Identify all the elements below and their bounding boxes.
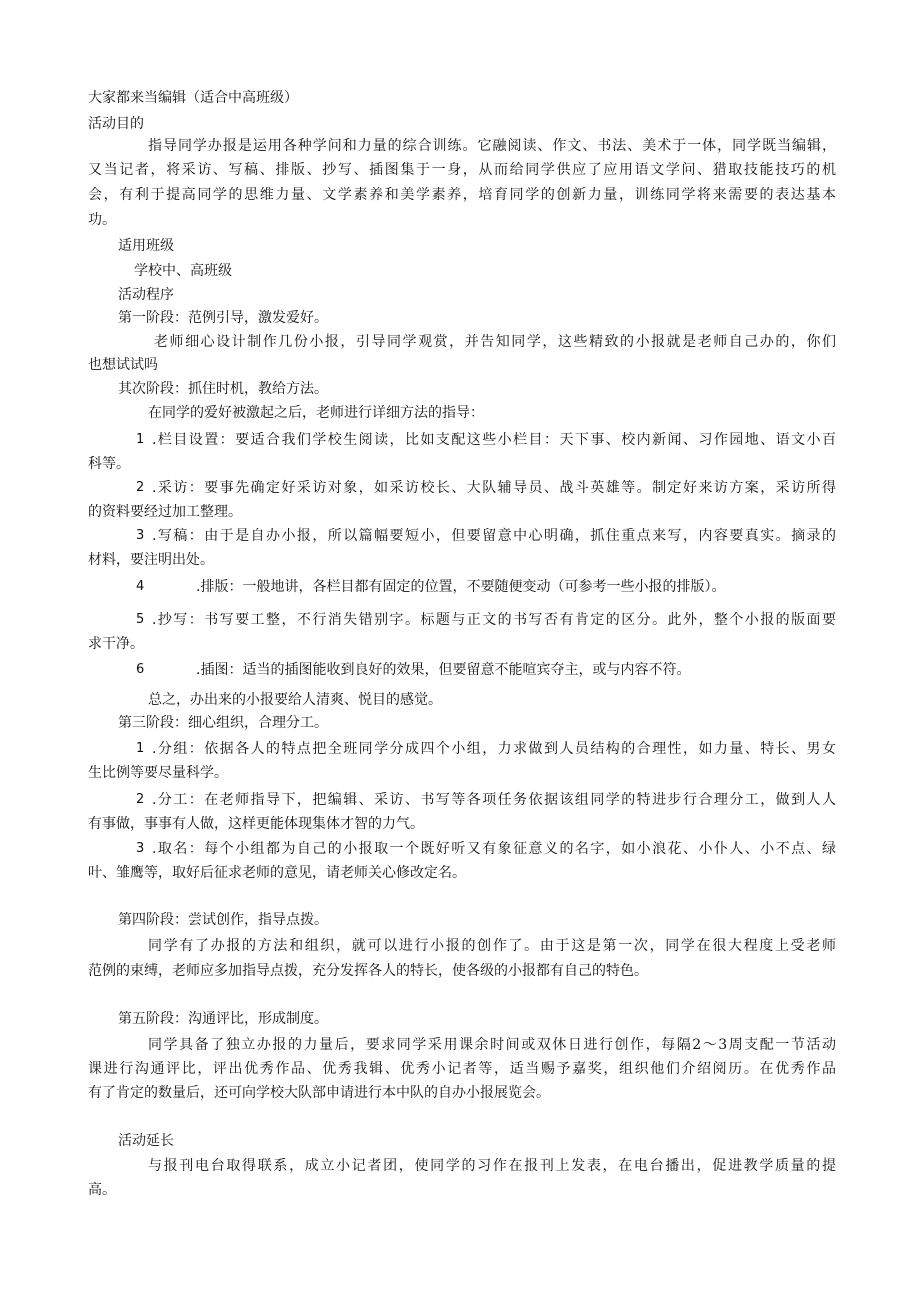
stage1-paragraph-line: 也想试试吗 xyxy=(88,357,158,373)
list-item-number: 1 xyxy=(136,741,145,756)
extension-paragraph-line: 与报刊电台取得联系，成立小记者团，使同学的习作在报刊上发表，在电台播出，促进教学质量的提 xyxy=(148,1158,836,1174)
list-item-number: 2 xyxy=(136,480,145,495)
purpose-paragraph-line: 会，有利于提高同学的思维力量、文学素养和美学素养，培育同学的创新力量，训练同学将来需要的表达基本 xyxy=(88,187,836,203)
list-item-text: 生比例等要尽量科学。 xyxy=(88,765,228,781)
list-item-number: 2 xyxy=(136,792,145,807)
grade-heading: 适用班级 xyxy=(118,238,174,254)
stage4-title: 第四阶段：尝试创作，指导点拨。 xyxy=(118,912,328,928)
list-item-number: 5 xyxy=(136,612,145,627)
stage4-paragraph-line: 同学有了办报的方法和组织，就可以进行小报的创作了。由于这是第一次，同学在很大程度上受老师 xyxy=(148,938,836,954)
list-item-text: .栏目设置：要适合我们学校生阅读，比如支配这些小栏目：天下事、校内新闻、习作园地、语文小百 xyxy=(152,432,836,448)
stage5-paragraph-line: 同学具备了独立办报的力量后，要求同学采用课余时间或双休日进行创作，每隔2～3周支配一节活动 xyxy=(148,1037,836,1053)
list-item-text: .排版：一般地讲，各栏目都有固定的位置，不要随便变动（可参考一些小报的排版）。 xyxy=(196,579,726,595)
stage4-paragraph-line: 范例的束缚，老师应多加指导点拨，充分发挥各人的特长，使各级的小报都有自己的特色。 xyxy=(88,963,648,979)
purpose-paragraph-line: 功。 xyxy=(88,212,116,228)
list-item-text: .取名：每个小组都为自己的小报取一个既好听又有象征意义的名字，如小浪花、小仆人、小不点、绿 xyxy=(152,841,836,857)
stage2-intro: 在同学的爱好被激起之后，老师进行详细方法的指导： xyxy=(148,405,484,421)
list-item-number: 1 xyxy=(136,432,145,447)
extension-heading: 活动延长 xyxy=(118,1133,174,1149)
list-item-text: 叶、雏鹰等，取好后征求老师的意见，请老师关心修改定名。 xyxy=(88,865,466,881)
list-item-text: 的资料要经过加工整理。 xyxy=(88,504,242,520)
list-item-number: 6 xyxy=(136,662,145,677)
list-item-number: 3 xyxy=(136,841,145,856)
list-item-text: .插图：适当的插图能收到良好的效果，但要留意不能喧宾夺主，或与内容不符。 xyxy=(196,662,691,678)
stage5-paragraph-line: 有了肯定的数量后，还可向学校大队部申请进行本中队的自办小报展览会。 xyxy=(88,1085,550,1101)
process-heading: 活动程序 xyxy=(118,287,174,303)
list-item-text: .分工：在老师指导下，把编辑、采访、书写等各项任务依据该组同学的特进步行合理分工，做到人人 xyxy=(152,792,836,808)
list-item-text: .写稿：由于是自办小报，所以篇幅要短小，但要留意中心明确，抓住重点来写，内容要真实。摘录的 xyxy=(152,528,836,544)
list-item-text: .分组：依据各人的特点把全班同学分成四个小组，力求做到人员结构的合理性，如力量、特长、男女 xyxy=(152,741,836,757)
list-item-text: 求干净。 xyxy=(88,636,144,652)
grade-value: 学校中、高班级 xyxy=(134,263,232,279)
list-item-text: 有事做，事事有人做，这样更能体现集体才智的力气。 xyxy=(88,816,424,832)
list-item-text: .采访：要事先确定好采访对象，如采访校长、大队辅导员、战斗英雄等。制定好来访方案，采访所得 xyxy=(152,480,836,496)
list-item-text: 材料，要注明出处。 xyxy=(88,552,214,568)
stage3-title: 第三阶段：细心组织，合理分工。 xyxy=(118,715,328,731)
purpose-paragraph-line: 指导同学办报是运用各种学问和力量的综合训练。它融阅读、作文、书法、美术于一体，同学既当编辑， xyxy=(148,138,836,154)
stage5-title: 第五阶段：沟通评比，形成制度。 xyxy=(118,1011,328,1027)
purpose-paragraph-line: 又当记者，将采访、写稿、排版、抄写、插图集于一身，从而给同学供应了应用语文学问、猎取技能技巧的机 xyxy=(88,162,836,178)
stage2-title: 其次阶段：抓住时机，教给方法。 xyxy=(118,381,328,397)
document-title: 大家都来当编辑（适合中高班级） xyxy=(88,90,298,106)
list-item-text: 科等。 xyxy=(88,456,130,472)
extension-paragraph-line: 高。 xyxy=(88,1182,116,1198)
list-item-text: .抄写：书写要工整，不行消失错别字。标题与正文的书写否有肯定的区分。此外，整个小报的版面要 xyxy=(152,612,836,628)
stage1-title: 第一阶段：范例引导，激发爱好。 xyxy=(118,310,328,326)
stage1-paragraph-line: 老师细心设计制作几份小报，引导同学观赏，并告知同学，这些精致的小报就是老师自己办的，你们 xyxy=(154,334,836,350)
stage2-summary: 总之，办出来的小报要给人清爽、悦目的感觉。 xyxy=(148,692,442,708)
list-item-number: 4 xyxy=(136,579,145,594)
purpose-heading: 活动目的 xyxy=(88,116,144,132)
list-item-number: 3 xyxy=(136,528,145,543)
stage5-paragraph-line: 课进行沟通评比，评出优秀作品、优秀我辑、优秀小记者等，适当赐予嘉奖，组织他们介绍阅历。在优秀作品 xyxy=(88,1061,836,1077)
